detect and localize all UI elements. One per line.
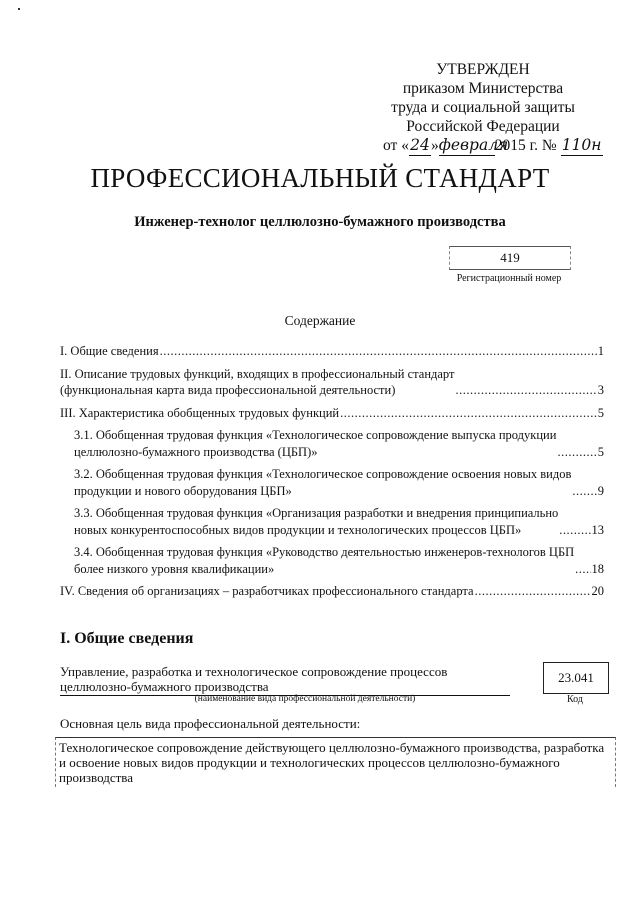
toc-leader-dots — [340, 405, 597, 422]
toc-leader-dots — [475, 583, 591, 600]
approval-date-line — [383, 136, 602, 156]
table-of-contents — [60, 343, 604, 606]
toc-heading: Содержание — [284, 313, 356, 328]
activity-code-label: Код — [567, 694, 583, 705]
toc-leader-dots — [557, 444, 596, 461]
approval-line-2: приказом Министерства — [402, 80, 564, 97]
toc-item-line: 3.2. Обобщенная трудовая функция «Технологическое сопровождение освоения новых видов — [74, 467, 572, 481]
page-title: ПРОФЕССИОНАЛЬНЫЙ СТАНДАРТ — [90, 163, 550, 193]
approval-line-3: труда и социальной защиты — [391, 99, 575, 116]
toc-page-number: 13 — [591, 522, 604, 537]
toc-item-text — [60, 343, 159, 360]
date-month: февраля — [438, 136, 509, 154]
page-subtitle: Инженер-технолог целлюлозно-бумажного производства — [134, 214, 506, 230]
toc-item-line: III. Характеристика обобщенных трудовых функций — [60, 405, 340, 420]
toc-item — [60, 343, 604, 360]
toc-item — [60, 466, 604, 499]
toc-page-number: 9 — [597, 483, 604, 498]
toc-leader-dots — [572, 483, 596, 500]
scan-mark — [18, 8, 20, 10]
toc-item-text — [60, 405, 339, 422]
activity-caption: (наименование вида профессиональной деятельности) — [194, 694, 416, 704]
toc-item — [60, 583, 604, 600]
toc-item — [60, 366, 604, 399]
date-year: 2015 г. № — [494, 137, 557, 154]
toc-item-line: 3.4. Обобщенная трудовая функция «Руководство деятельностью инженеров-технологов ЦБП — [74, 545, 575, 559]
activity-name — [60, 664, 510, 696]
toc-leader-dots — [559, 522, 590, 539]
toc-leader-dots — [455, 382, 596, 399]
toc-item-text — [74, 466, 571, 499]
toc-item-text — [74, 544, 574, 577]
toc-page-number: 20 — [591, 584, 604, 598]
activity-name-line-1: Управление, разработка и технологическое сопровождение процессов — [60, 664, 448, 679]
toc-page-number: 1 — [597, 344, 604, 358]
toc-page-number: 3 — [597, 383, 604, 397]
toc-item-line: продукции и нового оборудования ЦБП» — [74, 483, 292, 498]
approval-line-4: Российской Федерации — [406, 118, 560, 135]
goal-label: Основная цель вида профессиональной деятельности: — [60, 716, 361, 731]
approval-block — [383, 60, 602, 156]
toc-item-line: IV. Сведения об организациях – разработчиках профессионального стандарта — [60, 584, 474, 598]
toc-item-line: 3.3. Обобщенная трудовая функция «Организация разработки и внедрения принципиально — [74, 506, 559, 520]
order-number: 110н — [561, 136, 602, 154]
toc-leader-dots — [575, 561, 590, 578]
toc-item-text — [74, 505, 558, 538]
date-day: 24 — [410, 136, 430, 154]
toc-item-line: (функциональная карта вида профессиональной деятельности) — [60, 383, 396, 397]
toc-item-text — [60, 366, 454, 399]
activity-code-box: 23.041 — [543, 662, 609, 694]
toc-item-line: целлюлозно-бумажного производства (ЦБП)» — [74, 444, 318, 459]
toc-item-line: II. Описание трудовых функций, входящих в профессиональный стандарт — [60, 366, 455, 381]
date-prefix: от « — [383, 137, 409, 154]
goal-text: Технологическое сопровождение действующего целлюлозно-бумажного производства, разработка и освоение новых видов продукции и технологических процессов целлюлозно-бумажного производства — [55, 737, 616, 787]
toc-item — [60, 505, 604, 538]
date-mid: » — [430, 137, 439, 154]
section-heading: I. Общие сведения — [60, 630, 194, 647]
toc-item — [60, 405, 604, 422]
toc-item-line: I. Общие сведения — [60, 344, 159, 358]
toc-leader-dots — [160, 343, 597, 360]
toc-item — [60, 427, 604, 460]
toc-page-number: 5 — [597, 444, 604, 459]
approval-line-1: УТВЕРЖДЕН — [436, 61, 530, 78]
toc-page-number: 18 — [591, 561, 604, 576]
toc-item — [60, 544, 604, 577]
toc-page-number: 5 — [597, 405, 604, 420]
toc-item-text — [60, 583, 474, 600]
toc-item-line: 3.1. Обобщенная трудовая функция «Технологическое сопровождение выпуска продукции — [74, 428, 557, 442]
registration-number-label: Регистрационный номер — [456, 273, 562, 284]
toc-item-line: новых конкурентоспособных видов продукции и технологических процессов ЦБП» — [74, 522, 522, 537]
activity-name-line-2: целлюлозно-бумажного производства — [60, 679, 269, 694]
toc-item-line: более низкого уровня квалификации» — [74, 561, 275, 576]
toc-item-text — [74, 427, 556, 460]
registration-number-box: 419 — [449, 246, 571, 270]
